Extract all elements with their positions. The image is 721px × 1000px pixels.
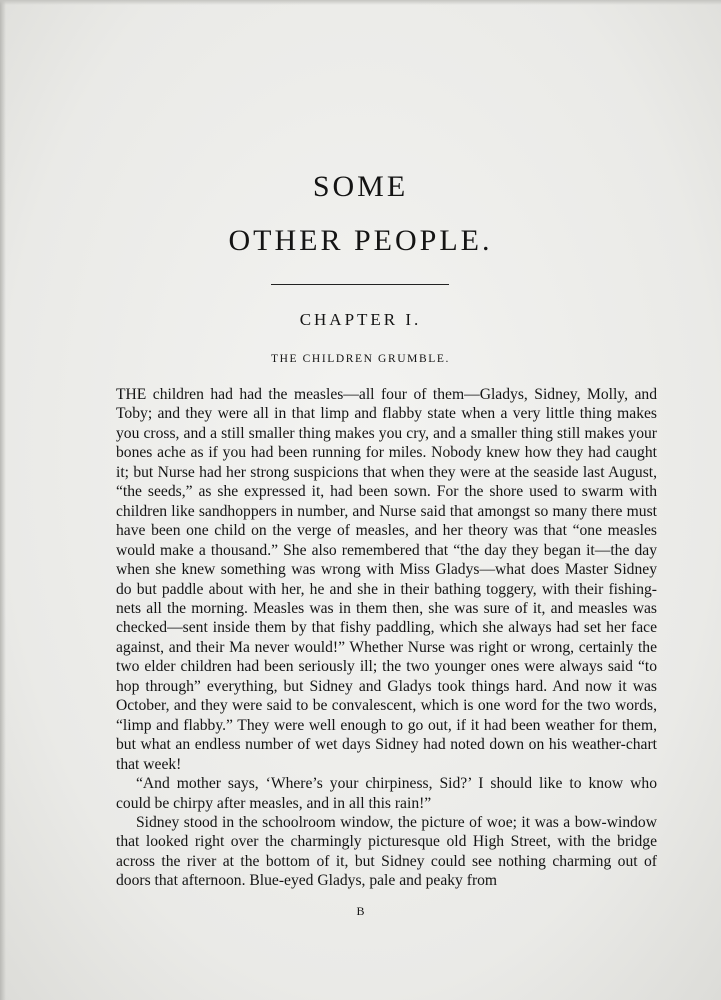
- chapter-subtitle: THE CHILDREN GRUMBLE.: [271, 353, 450, 365]
- book-title-line-2: OTHER PEOPLE.: [228, 224, 493, 257]
- title-divider-rule: [271, 284, 449, 285]
- page-edge-shadow-top: [0, 0, 721, 5]
- book-title-line-1: SOME: [312, 170, 409, 203]
- page-edge-shadow-left: [0, 0, 6, 1000]
- paragraph-3: Sidney stood in the schoolroom window, the picture of woe; it was a bow-window that looked right over the charmingly picturesque old High Street, with the bridge across the river at the bottom of it, but Sidney could see nothing charming out of doors that afternoon. Blue-eyed Gladys, pale and peaky from: [116, 813, 657, 890]
- chapter-heading: CHAPTER I.: [299, 310, 422, 329]
- signature-mark: B: [356, 904, 365, 918]
- paragraph-1: THE children had had the measles—all four of them—Gladys, Sidney, Molly, and Toby; and they were all in that limp and flabby state when a very little thing makes you cross, and a still smaller thing makes you cry, and a smaller thing still makes your bones ache as if you had been running for miles. Nobody knew how they had caught it; but Nurse had her strong suspicions that when they were at the seaside last August, “the seeds,” as she expressed it, had been sown. For the shore used to swarm with children like sandhoppers in number, and Nurse said that amongst so many there must have been one child on the verge of measles, and her theory was that “one measles would make a thousand.” She also remembered that “the day they began it—the day when she knew something was wrong with Miss Gladys—what does Master Sidney do but paddle about with her, he and she in their bathing toggery, with their fishing-nets all the morning. Measles was in them then, she was sure of it, and measles was checked—sent inside them by that fishy paddling, which she always had set her face against, and their Ma never would!” Whether Nurse was right or wrong, certainly the two elder children had been seriously ill; the two younger ones were always said “to hop through” everything, but Sidney and Gladys took things hard. And now it was October, and they were said to be convalescent, which is one word for the two words, “limp and flabby.” They were well enough to go out, if it had been weather for them, but what an endless number of wet days Sidney had noted down on his weather-chart that week!: [116, 386, 657, 773]
- paragraph-2: “And mother says, ‘Where’s your chirpiness, Sid?’ I should like to know who could be chirpy after measles, and in all this rain!”: [116, 775, 657, 812]
- chapter-body-text: [116, 385, 657, 891]
